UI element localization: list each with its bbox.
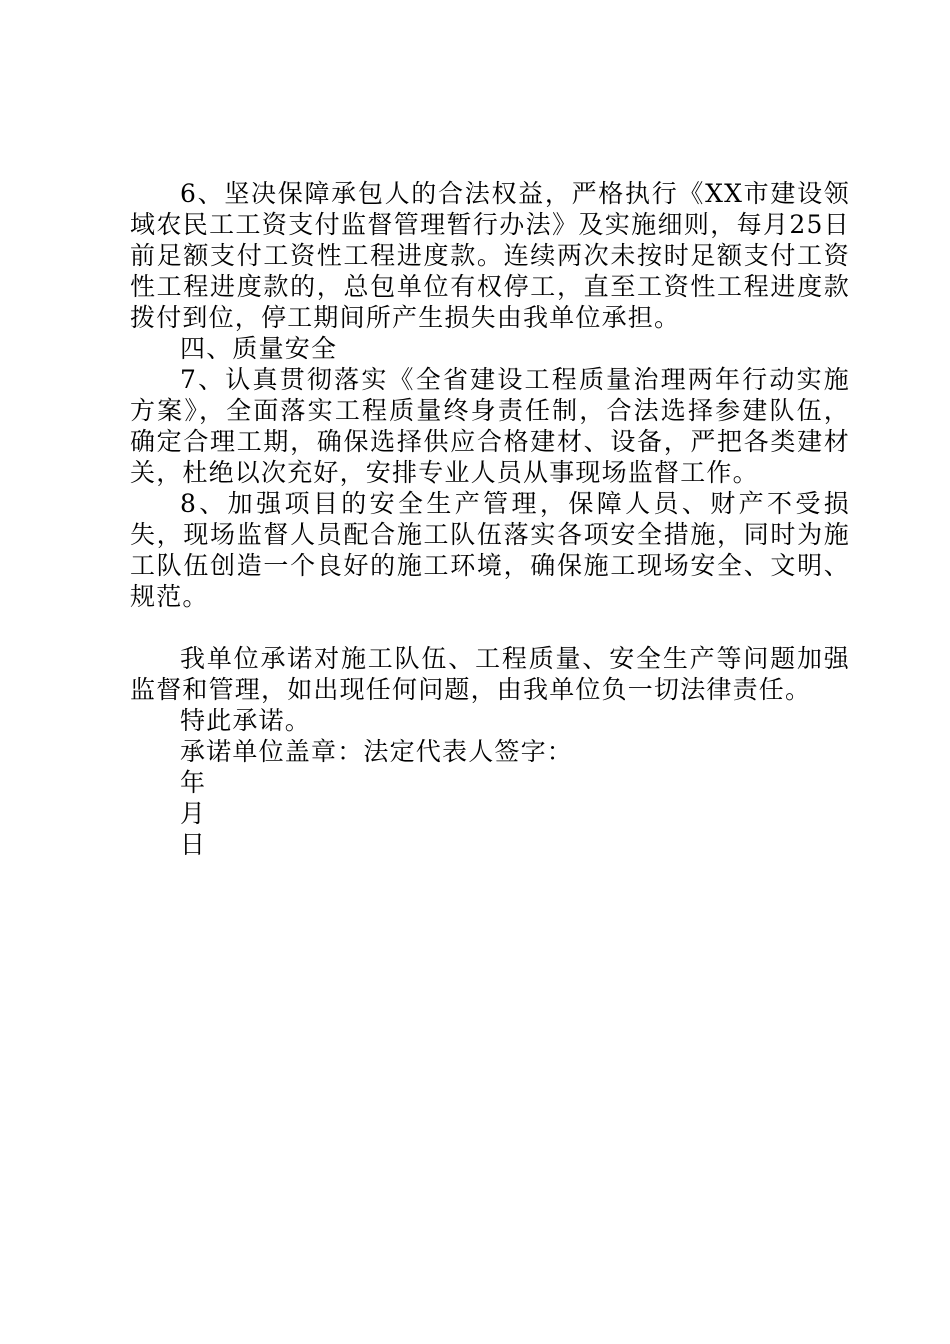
blank-line bbox=[130, 612, 850, 643]
paragraph-8: 8、加强项目的安全生产管理，保障人员、财产不受损失，现场监督人员配合施工队伍落实各项安全措施，同时为施工队伍创造一个良好的施工环境，确保施工现场安全、文明、规范。 bbox=[130, 489, 850, 611]
section-heading-quality-safety: 四、质量安全 bbox=[180, 334, 338, 363]
signature-line: 承诺单位盖章：法定代表人签字： bbox=[180, 737, 574, 766]
date-year: 年 bbox=[180, 768, 207, 797]
paragraph-6: 6、坚决保障承包人的合法权益，严格执行《XX市建设领域农民工工资支付监督管理暂行办法》及实施细则，每月25日前足额支付工资性工程进度款。连续两次未按时足额支付工资性工程进度款的，总包单位有权停工，直至工资性工程进度款拨付到位，停工期间所产生损失由我单位承担。 bbox=[130, 179, 850, 332]
date-day: 日 bbox=[180, 830, 207, 859]
commitment-paragraph: 我单位承诺对施工队伍、工程质量、安全生产等问题加强监督和管理，如出现任何问题，由我单位负一切法律责任。 bbox=[130, 644, 850, 704]
paragraph-7: 7、认真贯彻落实《全省建设工程质量治理两年行动实施方案》，全面落实工程质量终身责任制，合法选择参建队伍，确定合理工期，确保选择供应合格建材、设备，严把各类建材关，杜绝以次充好，安排专业人员从事现场监督工作。 bbox=[130, 365, 850, 487]
document-body bbox=[130, 178, 850, 860]
closing-line: 特此承诺。 bbox=[180, 706, 312, 735]
date-month: 月 bbox=[180, 799, 207, 828]
